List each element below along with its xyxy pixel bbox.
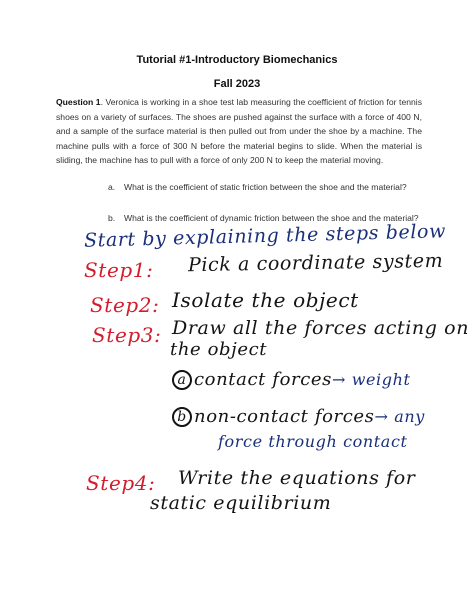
question-text: . Veronica is working in a shoe test lab measuring the coefficient of friction for tennis shoes on a variety of surfaces. The shoes are pushed against the surface with a force of 400 N, and a sample of the surface material is then pulled out from under the shoe by a machine. The machine pulls with a force of 300 N before the material begins to slide. When the material is sliding, the machine has to pull with a force of only 200 N to keep the material moving. xyxy=(56,97,422,166)
handwritten-step3-text-1: Draw all the forces acting on xyxy=(172,317,470,339)
handwritten-item-a-note: → weight xyxy=(332,370,411,389)
question-paragraph xyxy=(56,95,422,168)
handwritten-step4-label: Step4: xyxy=(86,471,156,495)
part-text: What is the coefficient of static friction between the shoe and the material? xyxy=(124,182,407,192)
part-letter: b. xyxy=(108,213,116,223)
question-part-a xyxy=(108,182,448,192)
handwritten-step4-text-2: static equilibrium xyxy=(150,492,332,514)
handwritten-step1-text: Pick a coordinate system xyxy=(187,249,444,277)
handwritten-item-b-text: non-contact forces xyxy=(194,406,375,427)
handwritten-item-a xyxy=(172,369,411,390)
handwritten-step4-text-1: Write the equations for xyxy=(178,467,416,489)
handwritten-step3-label: Step3: xyxy=(92,323,162,347)
part-letter: a. xyxy=(108,182,116,192)
handwritten-step2-label: Step2: xyxy=(90,293,160,317)
handwritten-step3-text-2: the object xyxy=(170,339,268,360)
handwritten-item-b xyxy=(172,406,425,427)
handwritten-item-b-note: → any xyxy=(374,407,425,426)
circled-b-mark: b xyxy=(172,407,192,427)
handwritten-step2-text: Isolate the object xyxy=(172,288,359,312)
handwritten-step1-label: Step1: xyxy=(84,258,154,282)
handwritten-intro: Start by explaining the steps below xyxy=(83,220,447,252)
document-title: Tutorial #1-Introductory Biomechanics xyxy=(136,54,338,66)
document-term: Fall 2023 xyxy=(213,78,261,90)
question-label: Question 1 xyxy=(56,97,101,107)
part-text: What is the coefficient of dynamic friction between the shoe and the material? xyxy=(124,213,419,223)
circled-a-mark: a xyxy=(172,370,192,390)
handwritten-item-a-text: contact forces xyxy=(194,369,332,390)
handwritten-item-b-note-2: force through contact xyxy=(218,432,408,451)
